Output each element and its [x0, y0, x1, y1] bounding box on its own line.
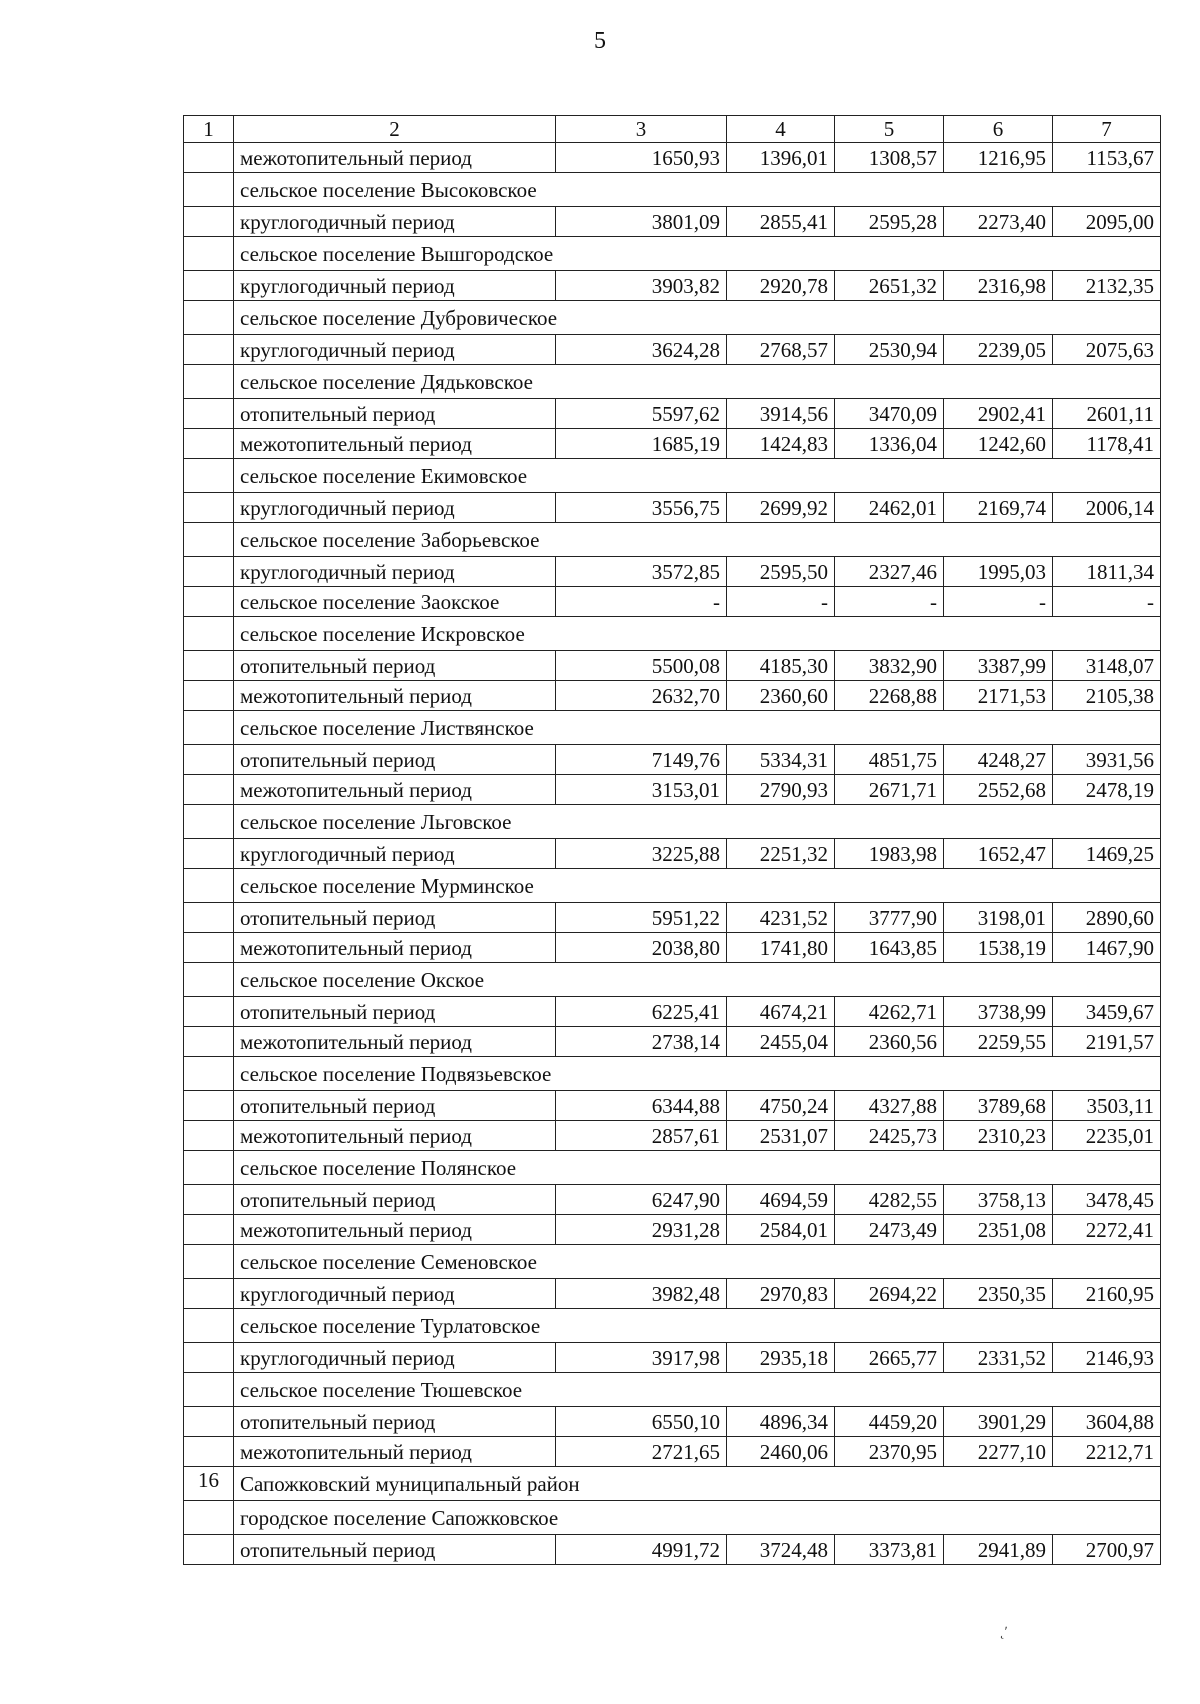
table-row [184, 1437, 1161, 1467]
period-label: круглогодичный период [234, 271, 556, 301]
value-cell: 3387,99 [944, 651, 1053, 681]
value-cell: 1685,19 [556, 429, 727, 459]
settlement-name: сельское поселение Высоковское [234, 173, 1161, 207]
value-cell: 5500,08 [556, 651, 727, 681]
value-cell: 5597,62 [556, 399, 727, 429]
row-number-cell [184, 1057, 234, 1091]
period-label: круглогодичный период [234, 1279, 556, 1309]
value-cell: 1469,25 [1053, 839, 1161, 869]
header-cell: 4 [727, 116, 835, 143]
value-cell: 2601,11 [1053, 399, 1161, 429]
row-number-cell [184, 429, 234, 459]
row-number-cell [184, 365, 234, 399]
settlement-name: сельское поселение Подвязьевское [234, 1057, 1161, 1091]
table-row [184, 745, 1161, 775]
period-label: отопительный период [234, 745, 556, 775]
value-cell: 4750,24 [727, 1091, 835, 1121]
value-cell: 1336,04 [835, 429, 944, 459]
row-number-cell [184, 1373, 234, 1407]
value-cell: 2273,40 [944, 207, 1053, 237]
value-cell: 2351,08 [944, 1215, 1053, 1245]
table-row [184, 681, 1161, 711]
value-cell: 2694,22 [835, 1279, 944, 1309]
value-cell: 1995,03 [944, 557, 1053, 587]
row-number-cell: 16 [184, 1467, 234, 1501]
value-cell: 3758,13 [944, 1185, 1053, 1215]
table-row [184, 399, 1161, 429]
value-cell: 2277,10 [944, 1437, 1053, 1467]
value-cell: 4282,55 [835, 1185, 944, 1215]
row-number-cell [184, 399, 234, 429]
value-cell: 2132,35 [1053, 271, 1161, 301]
settlement-name: сельское поселение Мурминское [234, 869, 1161, 903]
group-row [184, 173, 1161, 207]
value-cell: 2350,35 [944, 1279, 1053, 1309]
value-cell: 2665,77 [835, 1343, 944, 1373]
table-row [184, 335, 1161, 365]
table-row [184, 1185, 1161, 1215]
header-cell: 7 [1053, 116, 1161, 143]
value-cell: 2462,01 [835, 493, 944, 523]
scan-mark: ˛ʹ [1000, 1625, 1008, 1640]
value-cell: 2169,74 [944, 493, 1053, 523]
header-cell: 3 [556, 116, 727, 143]
settlement-name: сельское поселение Тюшевское [234, 1373, 1161, 1407]
value-cell: 3459,67 [1053, 997, 1161, 1027]
value-cell: 2584,01 [727, 1215, 835, 1245]
table-row [184, 1121, 1161, 1151]
group-row [184, 617, 1161, 651]
row-number-cell [184, 1151, 234, 1185]
value-cell: 2239,05 [944, 335, 1053, 365]
row-number-cell [184, 617, 234, 651]
table-row [184, 207, 1161, 237]
value-cell: 1424,83 [727, 429, 835, 459]
period-label: круглогодичный период [234, 557, 556, 587]
group-row [184, 1501, 1161, 1535]
value-cell: 1650,93 [556, 143, 727, 173]
row-number-cell [184, 745, 234, 775]
value-cell: 3777,90 [835, 903, 944, 933]
value-cell: 2700,97 [1053, 1535, 1161, 1565]
settlement-name: сельское поселение Листвянское [234, 711, 1161, 745]
group-row [184, 1467, 1161, 1501]
value-cell: 3931,56 [1053, 745, 1161, 775]
period-label: отопительный период [234, 903, 556, 933]
value-cell: 3153,01 [556, 775, 727, 805]
value-cell: 2006,14 [1053, 493, 1161, 523]
value-cell: 3624,28 [556, 335, 727, 365]
period-label: круглогодичный период [234, 207, 556, 237]
value-cell: 2651,32 [835, 271, 944, 301]
value-cell: 2327,46 [835, 557, 944, 587]
value-cell: 3556,75 [556, 493, 727, 523]
value-cell: 1242,60 [944, 429, 1053, 459]
settlement-name: сельское поселение Дубровическое [234, 301, 1161, 335]
table-row [184, 1027, 1161, 1057]
value-cell: 3903,82 [556, 271, 727, 301]
row-number-cell [184, 1309, 234, 1343]
value-cell: 2105,38 [1053, 681, 1161, 711]
group-row [184, 869, 1161, 903]
row-number-cell [184, 237, 234, 271]
value-cell: 2272,41 [1053, 1215, 1161, 1245]
value-cell: 4851,75 [835, 745, 944, 775]
settlement-name: сельское поселение Искровское [234, 617, 1161, 651]
table-row [184, 933, 1161, 963]
group-row [184, 711, 1161, 745]
group-row [184, 523, 1161, 557]
group-row [184, 301, 1161, 335]
row-number-cell [184, 711, 234, 745]
table-row [184, 1535, 1161, 1565]
group-row [184, 237, 1161, 271]
group-row [184, 365, 1161, 399]
table-row [184, 1343, 1161, 1373]
settlement-name: сельское поселение Екимовское [234, 459, 1161, 493]
period-label: межотопительный период [234, 143, 556, 173]
period-label: отопительный период [234, 1091, 556, 1121]
row-number-cell [184, 805, 234, 839]
period-label: отопительный период [234, 651, 556, 681]
value-cell: 2038,80 [556, 933, 727, 963]
value-cell: - [944, 587, 1053, 617]
value-cell: - [835, 587, 944, 617]
value-cell: 6247,90 [556, 1185, 727, 1215]
value-cell: 3373,81 [835, 1535, 944, 1565]
value-cell: 1983,98 [835, 839, 944, 869]
settlement-name: сельское поселение Полянское [234, 1151, 1161, 1185]
period-label: межотопительный период [234, 1121, 556, 1151]
value-cell: 4991,72 [556, 1535, 727, 1565]
period-label: отопительный период [234, 997, 556, 1027]
group-row [184, 963, 1161, 997]
value-cell: 1643,85 [835, 933, 944, 963]
row-number-cell [184, 1121, 234, 1151]
value-cell: 4459,20 [835, 1407, 944, 1437]
value-cell: 1652,47 [944, 839, 1053, 869]
row-number-cell [184, 1437, 234, 1467]
value-cell: 4185,30 [727, 651, 835, 681]
value-cell: 2699,92 [727, 493, 835, 523]
value-cell: 2738,14 [556, 1027, 727, 1057]
row-number-cell [184, 1215, 234, 1245]
value-cell: 1811,34 [1053, 557, 1161, 587]
settlement-name: городское поселение Сапожковское [234, 1501, 1161, 1535]
table-row [184, 997, 1161, 1027]
value-cell: 1538,19 [944, 933, 1053, 963]
value-cell: 2931,28 [556, 1215, 727, 1245]
value-cell: 2360,60 [727, 681, 835, 711]
value-cell: 2259,55 [944, 1027, 1053, 1057]
value-cell: 2768,57 [727, 335, 835, 365]
period-label: круглогодичный период [234, 839, 556, 869]
value-cell: 2171,53 [944, 681, 1053, 711]
tariff-table [183, 115, 1161, 1565]
settlement-name: сельское поселение Дядьковское [234, 365, 1161, 399]
header-row [184, 116, 1161, 143]
value-cell: 3789,68 [944, 1091, 1053, 1121]
value-cell: 1396,01 [727, 143, 835, 173]
value-cell: 2370,95 [835, 1437, 944, 1467]
value-cell: 2890,60 [1053, 903, 1161, 933]
period-label: межотопительный период [234, 681, 556, 711]
settlement-name: сельское поселение Семеновское [234, 1245, 1161, 1279]
table-row [184, 651, 1161, 681]
period-label: межотопительный период [234, 1437, 556, 1467]
table-row [184, 1407, 1161, 1437]
group-row [184, 1151, 1161, 1185]
value-cell: 3225,88 [556, 839, 727, 869]
value-cell: 2212,71 [1053, 1437, 1161, 1467]
value-cell: 4248,27 [944, 745, 1053, 775]
value-cell: 2095,00 [1053, 207, 1161, 237]
value-cell: 2478,19 [1053, 775, 1161, 805]
row-number-cell [184, 1279, 234, 1309]
value-cell: 5334,31 [727, 745, 835, 775]
value-cell: 2160,95 [1053, 1279, 1161, 1309]
value-cell: 7149,76 [556, 745, 727, 775]
value-cell: 1153,67 [1053, 143, 1161, 173]
table-row [184, 839, 1161, 869]
header-cell: 5 [835, 116, 944, 143]
value-cell: 2075,63 [1053, 335, 1161, 365]
value-cell: 3982,48 [556, 1279, 727, 1309]
period-label: межотопительный период [234, 1027, 556, 1057]
value-cell: 4896,34 [727, 1407, 835, 1437]
table-row [184, 271, 1161, 301]
period-label: круглогодичный период [234, 493, 556, 523]
settlement-name: сельское поселение Заборьевское [234, 523, 1161, 557]
table-row [184, 557, 1161, 587]
value-cell: - [1053, 587, 1161, 617]
row-number-cell [184, 1535, 234, 1565]
value-cell: 3914,56 [727, 399, 835, 429]
group-row [184, 1245, 1161, 1279]
group-row [184, 805, 1161, 839]
value-cell: 3738,99 [944, 997, 1053, 1027]
value-cell: 1741,80 [727, 933, 835, 963]
period-label: межотопительный период [234, 933, 556, 963]
row-number-cell [184, 207, 234, 237]
table-row [184, 587, 1161, 617]
value-cell: 2460,06 [727, 1437, 835, 1467]
row-number-cell [184, 997, 234, 1027]
group-row [184, 1373, 1161, 1407]
row-number-cell [184, 869, 234, 903]
table-row [184, 429, 1161, 459]
value-cell: 4262,71 [835, 997, 944, 1027]
value-cell: 4231,52 [727, 903, 835, 933]
page-number: 5 [594, 28, 606, 54]
value-cell: 2235,01 [1053, 1121, 1161, 1151]
period-label: отопительный период [234, 1407, 556, 1437]
value-cell: 3470,09 [835, 399, 944, 429]
value-cell: 2790,93 [727, 775, 835, 805]
value-cell: 2251,32 [727, 839, 835, 869]
value-cell: 4674,21 [727, 997, 835, 1027]
row-number-cell [184, 1501, 234, 1535]
value-cell: 3503,11 [1053, 1091, 1161, 1121]
row-number-cell [184, 557, 234, 587]
row-number-cell [184, 1091, 234, 1121]
settlement-name: Сапожковский муниципальный район [234, 1467, 1161, 1501]
value-cell: 2552,68 [944, 775, 1053, 805]
row-number-cell [184, 839, 234, 869]
value-cell: 2531,07 [727, 1121, 835, 1151]
table-row [184, 1215, 1161, 1245]
value-cell: 2191,57 [1053, 1027, 1161, 1057]
value-cell: 2455,04 [727, 1027, 835, 1057]
value-cell: 2935,18 [727, 1343, 835, 1373]
table-row [184, 493, 1161, 523]
value-cell: 3724,48 [727, 1535, 835, 1565]
value-cell: 2316,98 [944, 271, 1053, 301]
table-row [184, 1279, 1161, 1309]
value-cell: 2595,50 [727, 557, 835, 587]
period-label: круглогодичный период [234, 1343, 556, 1373]
row-number-cell [184, 1245, 234, 1279]
value-cell: 3572,85 [556, 557, 727, 587]
value-cell: 2970,83 [727, 1279, 835, 1309]
row-number-cell [184, 651, 234, 681]
value-cell: 1178,41 [1053, 429, 1161, 459]
row-number-cell [184, 1185, 234, 1215]
value-cell: 3901,29 [944, 1407, 1053, 1437]
value-cell: 2941,89 [944, 1535, 1053, 1565]
value-cell: 2473,49 [835, 1215, 944, 1245]
period-label: круглогодичный период [234, 335, 556, 365]
value-cell: 3917,98 [556, 1343, 727, 1373]
value-cell: 3801,09 [556, 207, 727, 237]
settlement-name: сельское поселение Вышгородское [234, 237, 1161, 271]
period-label: межотопительный период [234, 1215, 556, 1245]
header-cell: 2 [234, 116, 556, 143]
value-cell: 2857,61 [556, 1121, 727, 1151]
value-cell: - [556, 587, 727, 617]
value-cell: 1308,57 [835, 143, 944, 173]
row-number-cell [184, 587, 234, 617]
group-row [184, 1057, 1161, 1091]
group-row [184, 459, 1161, 493]
value-cell: 2268,88 [835, 681, 944, 711]
value-cell: 2530,94 [835, 335, 944, 365]
row-number-cell [184, 301, 234, 335]
row-number-cell [184, 933, 234, 963]
period-label: межотопительный период [234, 429, 556, 459]
group-row [184, 1309, 1161, 1343]
value-cell: 2671,71 [835, 775, 944, 805]
value-cell: 2310,23 [944, 1121, 1053, 1151]
value-cell: 4327,88 [835, 1091, 944, 1121]
settlement-name: сельское поселение Турлатовское [234, 1309, 1161, 1343]
value-cell: 6344,88 [556, 1091, 727, 1121]
value-cell: 2920,78 [727, 271, 835, 301]
header-cell: 1 [184, 116, 234, 143]
value-cell: 3148,07 [1053, 651, 1161, 681]
row-number-cell [184, 775, 234, 805]
period-label: отопительный период [234, 1185, 556, 1215]
table-row [184, 1091, 1161, 1121]
row-number-cell [184, 173, 234, 207]
value-cell: 1467,90 [1053, 933, 1161, 963]
period-label: межотопительный период [234, 775, 556, 805]
value-cell: 6225,41 [556, 997, 727, 1027]
table-row [184, 775, 1161, 805]
value-cell: 2146,93 [1053, 1343, 1161, 1373]
row-number-cell [184, 963, 234, 997]
value-cell: 2721,65 [556, 1437, 727, 1467]
value-cell: 2855,41 [727, 207, 835, 237]
settlement-name: сельское поселение Льговское [234, 805, 1161, 839]
row-number-cell [184, 335, 234, 365]
table-row [184, 903, 1161, 933]
period-label: отопительный период [234, 1535, 556, 1565]
value-cell: 2360,56 [835, 1027, 944, 1057]
value-cell: 1216,95 [944, 143, 1053, 173]
row-number-cell [184, 459, 234, 493]
value-cell: 3478,45 [1053, 1185, 1161, 1215]
value-cell: 3198,01 [944, 903, 1053, 933]
period-label: отопительный период [234, 399, 556, 429]
table-row [184, 143, 1161, 173]
row-number-cell [184, 681, 234, 711]
period-label: сельское поселение Заокское [234, 587, 556, 617]
header-cell: 6 [944, 116, 1053, 143]
value-cell: 6550,10 [556, 1407, 727, 1437]
value-cell: 2902,41 [944, 399, 1053, 429]
value-cell: 3832,90 [835, 651, 944, 681]
value-cell: 5951,22 [556, 903, 727, 933]
value-cell: 3604,88 [1053, 1407, 1161, 1437]
value-cell: 4694,59 [727, 1185, 835, 1215]
row-number-cell [184, 1407, 234, 1437]
row-number-cell [184, 903, 234, 933]
row-number-cell [184, 523, 234, 557]
row-number-cell [184, 1343, 234, 1373]
row-number-cell [184, 143, 234, 173]
row-number-cell [184, 1027, 234, 1057]
value-cell: 2595,28 [835, 207, 944, 237]
value-cell: 2632,70 [556, 681, 727, 711]
value-cell: 2331,52 [944, 1343, 1053, 1373]
value-cell: - [727, 587, 835, 617]
row-number-cell [184, 493, 234, 523]
settlement-name: сельское поселение Окское [234, 963, 1161, 997]
row-number-cell [184, 271, 234, 301]
value-cell: 2425,73 [835, 1121, 944, 1151]
